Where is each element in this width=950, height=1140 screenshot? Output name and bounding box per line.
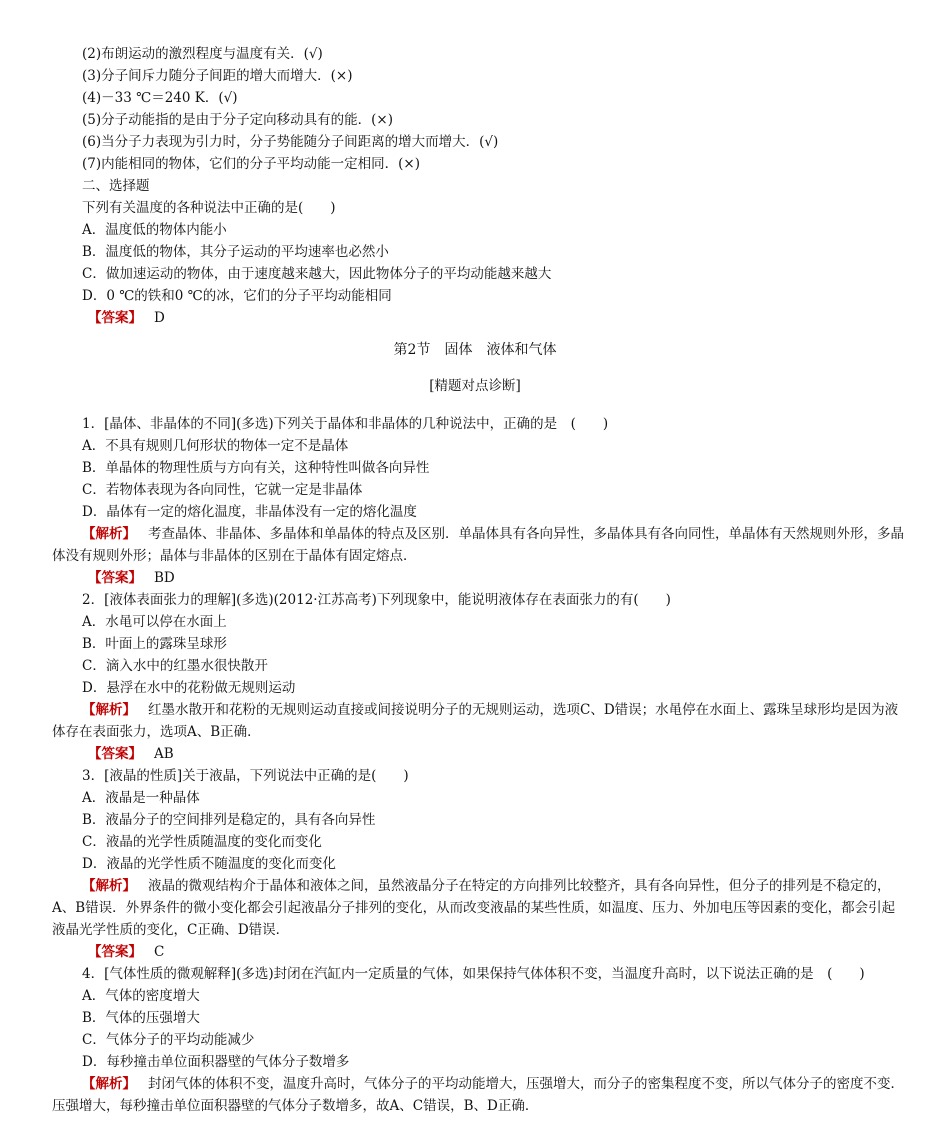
q1-option-c: C．若物体表现为各向同性，它就一定是非晶体 — [82, 482, 363, 498]
q3-option-d: D．液晶的光学性质不随温度的变化而变化 — [82, 856, 336, 872]
answer-tag: 【答案】 — [88, 310, 142, 326]
answer-tag: 【答案】 — [88, 570, 142, 586]
q4-analysis-text1: 封闭气体的体积不变，温度升高时，气体分子的平均动能增大，压强增大，而分子的密集程度不变，所以气体分子的密度不变． — [148, 1076, 904, 1092]
q3-option-b: B．液晶分子的空间排列是稳定的，具有各向异性 — [82, 812, 376, 828]
q2-answer-line — [88, 744, 174, 764]
q1-analysis-text1: 考查晶体、非晶体、多晶体和单晶体的特点及区别．单晶体具有各向异性，多晶体具有各向同性，单晶体有天然规则外形，多晶 — [148, 526, 904, 542]
answer-value: C — [154, 944, 165, 960]
section-subtitle: [精题对点诊断] — [429, 378, 521, 394]
q1-stem: 1．[晶体、非晶体的不同](多选)下列关于晶体和非晶体的几种说法中，正确的是 ( ) — [82, 416, 609, 432]
q2-option-c: C．滴入水中的红墨水很快散开 — [82, 658, 268, 674]
q4-option-b: B．气体的压强增大 — [82, 1010, 200, 1026]
judge-item-2: (2)布朗运动的激烈程度与温度有关．(√) — [82, 46, 323, 62]
analysis-tag: 【解析】 — [82, 526, 136, 542]
choice-option-d: D．0 ℃的铁和0 ℃的冰，它们的分子平均动能相同 — [82, 288, 392, 304]
q3-analysis-line2: A、B错误．外界条件的微小变化都会引起液晶分子排列的变化，从而改变液晶的某些性质，如温度、压力、外加电压等因素的变化，都会引起 — [52, 900, 896, 916]
q3-analysis-line1 — [82, 876, 891, 896]
q2-option-a: A．水黾可以停在水面上 — [82, 614, 227, 630]
judge-item-3: (3)分子间斥力随分子间距的增大而增大．(×) — [82, 68, 353, 84]
q4-option-d: D．每秒撞击单位面积器壁的气体分子数增多 — [82, 1054, 350, 1070]
q2-stem: 2．[液体表面张力的理解](多选)(2012·江苏高考)下列现象中，能说明液体存在表面张力的有( ) — [82, 592, 671, 608]
q1-analysis-line1 — [82, 524, 904, 544]
q3-answer-line — [88, 942, 164, 962]
q3-analysis-text1: 液晶的微观结构介于晶体和液体之间，虽然液晶分子在特定的方向排列比较整齐，具有各向异性，但分子的排列是不稳定的， — [148, 878, 891, 894]
q1-answer-line — [88, 568, 175, 588]
chapter-title: 第2节 固体 液体和气体 — [393, 342, 557, 358]
analysis-tag: 【解析】 — [82, 878, 136, 894]
judge-item-7: (7)内能相同的物体，它们的分子平均动能一定相同．(×) — [82, 156, 420, 172]
answer-tag: 【答案】 — [88, 944, 142, 960]
q4-analysis-line2: 压强增大，每秒撞击单位面积器壁的气体分子数增多，故A、C错误，B、D正确． — [52, 1098, 539, 1114]
choice-option-c: C．做加速运动的物体，由于速度越来越大，因此物体分子的平均动能越来越大 — [82, 266, 552, 282]
q4-stem: 4．[气体性质的微观解释](多选)封闭在汽缸内一定质量的气体，如果保持气体体积不变，当温度升高时，以下说法正确的是 ( ) — [82, 966, 865, 982]
judge-item-6: (6)当分子力表现为引力时，分子势能随分子间距离的增大而增大．(√) — [82, 134, 499, 150]
q2-analysis-line1 — [82, 700, 898, 720]
choice-option-b: B．温度低的物体，其分子运动的平均速率也必然小 — [82, 244, 389, 260]
q2-option-b: B．叶面上的露珠呈球形 — [82, 636, 227, 652]
q3-option-a: A．液晶是一种晶体 — [82, 790, 200, 806]
q3-analysis-line3: 液晶光学性质的变化，C正确、D错误． — [52, 922, 290, 938]
judge-item-5: (5)分子动能指的是由于分子定向移动具有的能．(×) — [82, 112, 393, 128]
answer-value: AB — [154, 746, 174, 762]
answer-value: D — [154, 310, 165, 326]
q2-analysis-line2: 体存在表面张力，选项A、B正确． — [52, 724, 261, 740]
q1-option-d: D．晶体有一定的熔化温度，非晶体没有一定的熔化温度 — [82, 504, 417, 520]
q3-stem: 3．[液晶的性质]关于液晶，下列说法中正确的是( ) — [82, 768, 409, 784]
q4-option-a: A．气体的密度增大 — [82, 988, 200, 1004]
judge-item-4: (4)－33 ℃＝240 K．(√) — [82, 90, 238, 106]
choice-question-stem: 下列有关温度的各种说法中正确的是( ) — [82, 200, 336, 216]
q1-analysis-line2: 体没有规则外形；晶体与非晶体的区别在于晶体有固定熔点． — [52, 548, 417, 564]
answer-tag: 【答案】 — [88, 746, 142, 762]
choice-option-a: A．温度低的物体内能小 — [82, 222, 227, 238]
q2-option-d: D．悬浮在水中的花粉做无规则运动 — [82, 680, 296, 696]
answer-value: BD — [154, 570, 175, 586]
analysis-tag: 【解析】 — [82, 702, 136, 718]
q2-analysis-text1: 红墨水散开和花粉的无规则运动直接或间接说明分子的无规则运动，选项C、D错误；水黾停在水面上、露珠呈球形均是因为液 — [148, 702, 899, 718]
q3-option-c: C．液晶的光学性质随温度的变化而变化 — [82, 834, 322, 850]
q4-option-c: C．气体分子的平均动能减少 — [82, 1032, 255, 1048]
q1-option-a: A．不具有规则几何形状的物体一定不是晶体 — [82, 438, 349, 454]
section-heading: 二、选择题 — [82, 178, 150, 194]
analysis-tag: 【解析】 — [82, 1076, 136, 1092]
choice-answer-line — [88, 308, 165, 328]
q4-analysis-line1 — [82, 1074, 904, 1094]
q1-option-b: B．单晶体的物理性质与方向有关，这种特性叫做各向异性 — [82, 460, 430, 476]
